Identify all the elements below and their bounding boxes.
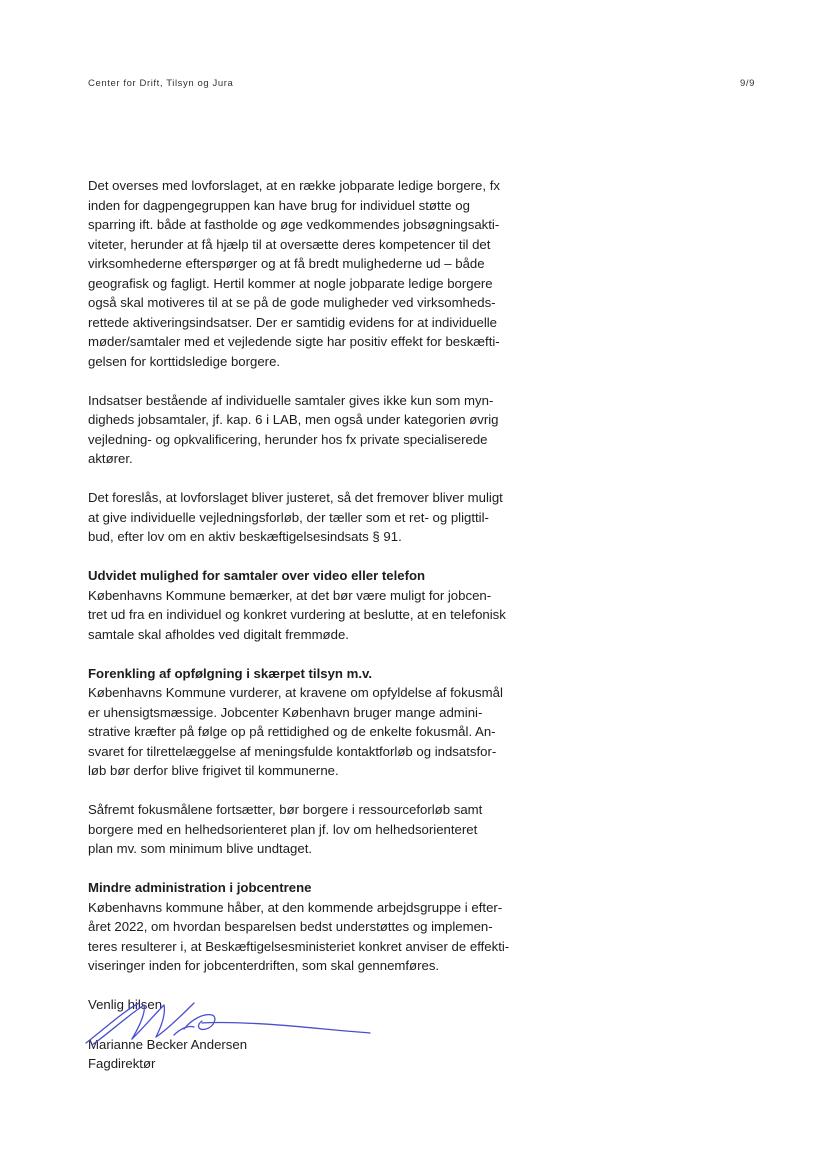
paragraph: [88, 176, 568, 371]
text-line: at give individuelle vejledningsforløb, der tæller som et ret- og pligttil-: [88, 509, 489, 525]
signatory-title: Fagdirektør: [88, 1056, 156, 1071]
section-paragraph: [88, 878, 568, 976]
text-line: strative kræfter på følge op på rettidighed og de enkelte fokusmål. An-: [88, 724, 496, 739]
text-line: året 2022, om hvordan besparelsen bedst understøttes og implemen-: [88, 919, 493, 934]
section-heading: Forenkling af opfølgning i skærpet tilsyn m.v.: [88, 665, 373, 681]
section-paragraph: [88, 664, 568, 781]
text-line: digheds jobsamtaler, jf. kap. 6 i LAB, men også under kategorien øvrig: [88, 412, 499, 427]
text-line: geografisk og fagligt. Hertil kommer at nogle jobparate ledige borgere: [88, 275, 493, 291]
closing-block: [88, 995, 568, 1074]
text-line: Københavns kommune håber, at den kommende arbejdsgruppe i efter-: [88, 899, 503, 915]
text-line: gelsen for korttidsledige borgere.: [88, 353, 281, 369]
section: [88, 878, 568, 976]
text-line: sparring ift. både at fastholde og øge vedkommendes jobsøgningsakti-: [88, 217, 500, 232]
text-line: Såfremt fokusmålene fortsætter, bør borgere i ressourceforløb samt: [88, 802, 483, 817]
intro-paragraphs: [88, 176, 568, 547]
text-line: borgere med en helhedsorienteret plan jf. lov om helhedsorienteret: [88, 821, 478, 837]
text-line: viteter, herunder at få hjælp til at oversætte deres kompetencer til det: [88, 236, 491, 252]
paragraph: [88, 391, 568, 469]
handwritten-signature: [84, 999, 384, 1049]
closing-greeting: Venlig hilsen: [88, 997, 163, 1012]
text-line: aktører.: [88, 451, 133, 466]
section-heading: Udvidet mulighed for samtaler over video eller telefon: [88, 568, 426, 583]
sections: [88, 566, 568, 976]
paragraph: [88, 488, 568, 547]
text-line: viseringer inden for jobcenterdriften, som skal gennemføres.: [88, 958, 440, 973]
section-heading: Mindre administration i jobcentrene: [88, 880, 312, 895]
text-line: Københavns Kommune bemærker, at det bør være muligt for jobcen-: [88, 587, 492, 603]
text-line: Indsatser bestående af individuelle samtaler gives ikke kun som myn-: [88, 392, 494, 408]
text-line: teres resulterer i, at Beskæftigelsesministeriet konkret anviser de effekti-: [88, 938, 510, 954]
text-line: plan mv. som minimum blive undtaget.: [88, 841, 313, 856]
text-line: Det overses med lovforslaget, at en række jobparate ledige borgere, fx: [88, 178, 500, 193]
text-line: tret ud fra en individuel og konkret vurdering at beslutte, at en telefonisk: [88, 607, 506, 622]
section-paragraph: [88, 800, 568, 859]
text-line: rettede aktiveringsindsatser. Der er samtidig evidens for at individuelle: [88, 314, 498, 330]
text-line: også skal motiveres til at se på de gode muligheder ved virksomheds-: [88, 295, 496, 310]
page-number: 9/9: [739, 78, 755, 89]
text-line: Det foreslås, at lovforslaget bliver justeret, så det fremover bliver muligt: [88, 490, 503, 505]
section-paragraph: [88, 566, 568, 644]
text-line: inden for dagpengegruppen kan have brug for individuel støtte og: [88, 197, 470, 213]
text-line: Københavns Kommune vurderer, at kravene om opfyldelse af fokusmål: [88, 685, 503, 700]
text-line: virksomhederne efterspørger og at få bredt mulighederne ud – både: [88, 256, 485, 271]
text-line: vejledning- og opkvalificering, herunder hos fx private specialiserede: [88, 431, 488, 447]
text-line: bud, efter lov om en aktiv beskæftigelsesindsats § 91.: [88, 529, 402, 544]
section: [88, 566, 568, 644]
signatory-name: Marianne Becker Andersen: [88, 1036, 248, 1052]
letter-body: [88, 176, 568, 1074]
text-line: samtale skal afholdes ved digitalt fremmøde.: [88, 626, 349, 642]
text-line: løb bør derfor blive frigivet til kommunerne.: [88, 763, 339, 778]
text-line: svaret for tilrettelæggelse af meningsfulde kontaktforløb og indsatsfor-: [88, 743, 497, 759]
section: [88, 664, 568, 859]
header-organization: Center for Drift, Tilsyn og Jura: [88, 78, 234, 89]
text-line: er uhensigtsmæssige. Jobcenter København bruger mange admini-: [88, 704, 483, 720]
text-line: møder/samtaler med et vejledende sigte har positiv effekt for beskæfti-: [88, 334, 500, 349]
